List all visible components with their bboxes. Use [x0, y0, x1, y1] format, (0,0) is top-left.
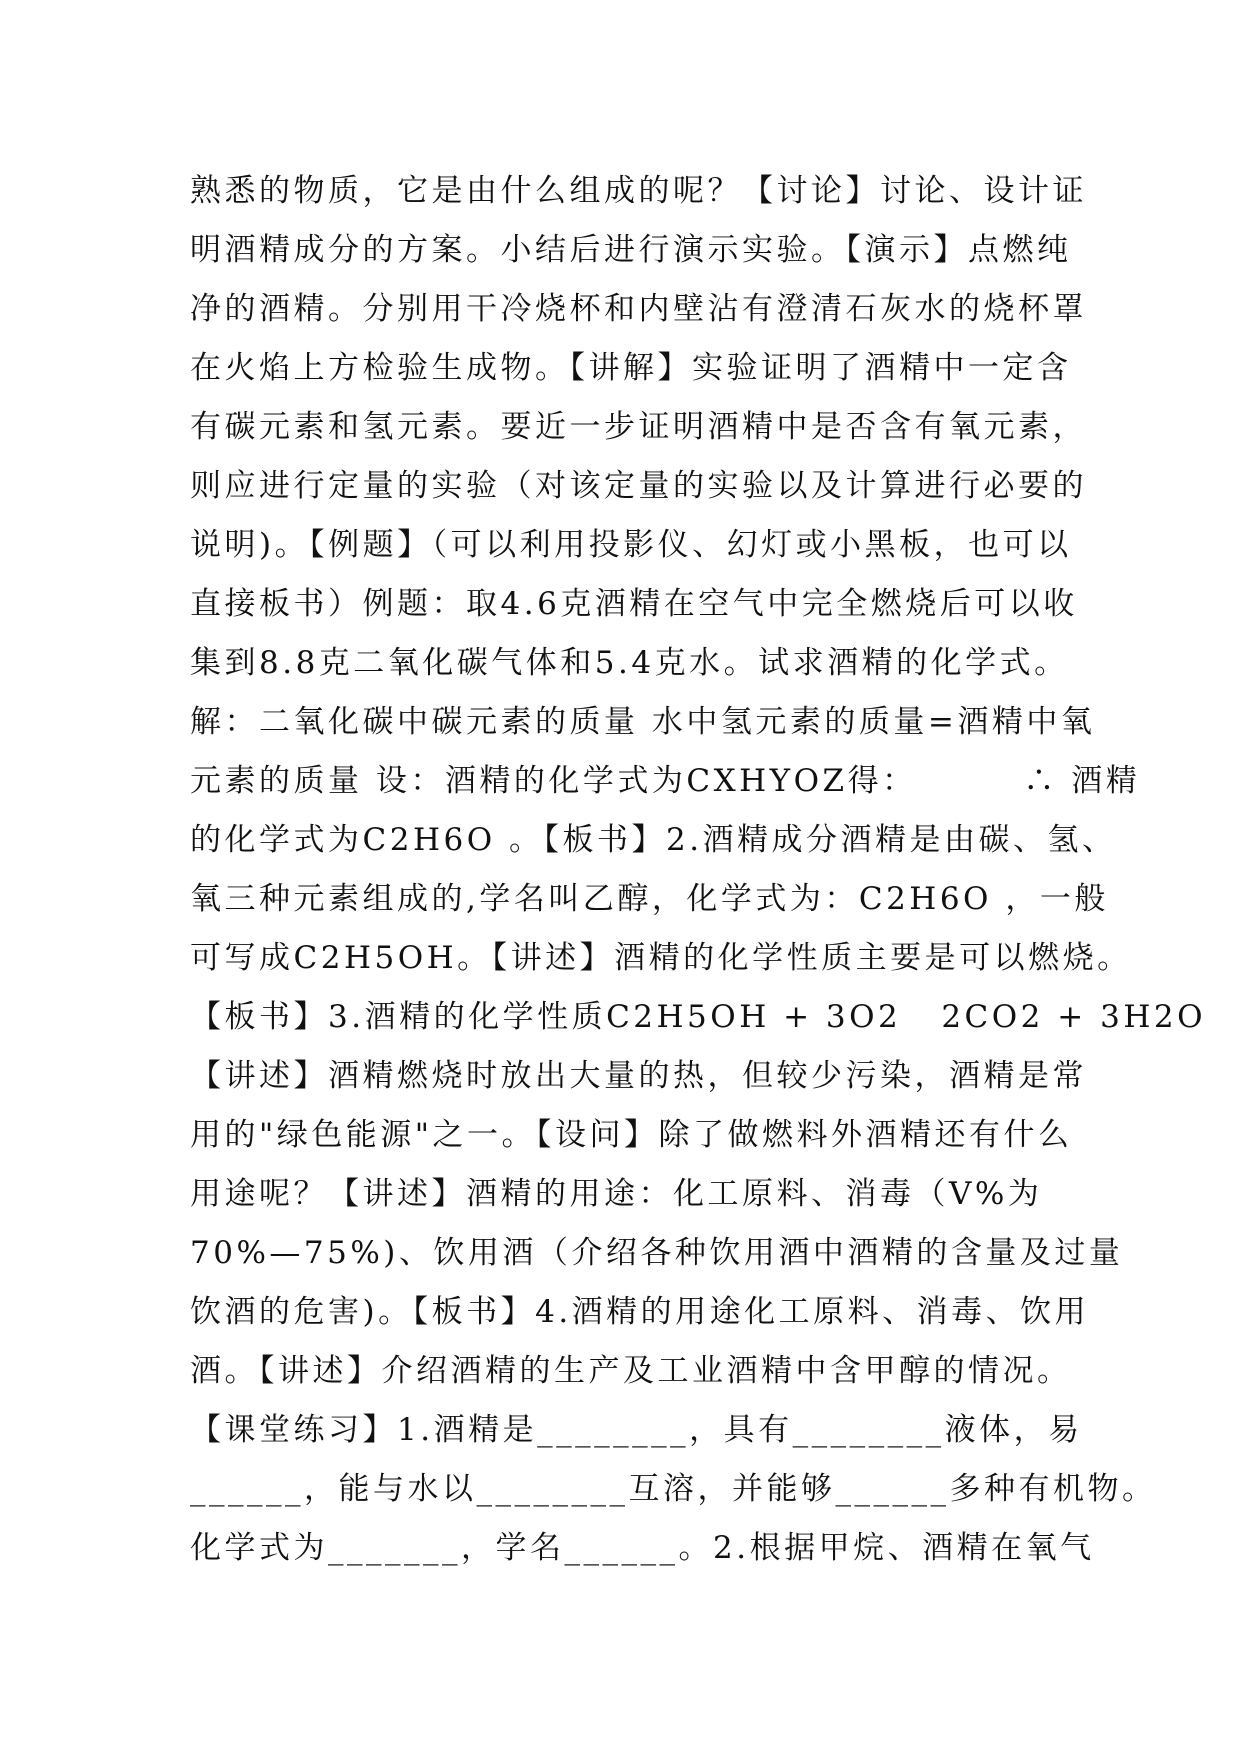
text-line: 化学式为_______，学名______。2.根据甲烷、酒精在氧气 — [190, 1530, 1095, 1566]
text-line: 的化学式为C2H6O 。【板书】2.酒精成分酒精是由碳、氢、 — [190, 822, 1117, 858]
text-line: 酒。【讲述】介绍酒精的生产及工业酒精中含甲醇的情况。 — [190, 1353, 1072, 1389]
text-line: 则应进行定量的实验（对该定量的实验以及计算进行必要的 — [190, 468, 1087, 504]
text-line: 元素的质量 设：酒精的化学式为CXHYOZ得： ∴ 酒精 — [190, 763, 1141, 799]
text-line: 饮酒的危害)。【板书】4.酒精的用途化工原料、消毒、饮用 — [190, 1294, 1090, 1330]
text-line: 【板书】3.酒精的化学性质C2H5OH + 3O2 2CO2 + 3H2O — [190, 999, 1206, 1035]
text-line: 用途呢？【讲述】酒精的用途：化工原料、消毒（V%为 — [190, 1176, 1043, 1212]
text-line: 净的酒精。分别用干冷烧杯和内壁沾有澄清石灰水的烧杯罩 — [190, 291, 1087, 327]
text-line: 用的"绿色能源"之一。【设问】除了做燃料外酒精还有什么 — [190, 1117, 1073, 1153]
text-line: 【课堂练习】1.酒精是________，具有________液体，易 — [190, 1412, 1083, 1448]
text-line: 70%—75%)、饮用酒（介绍各种饮用酒中酒精的含量及过量 — [190, 1235, 1124, 1271]
text-line: 有碳元素和氢元素。要近一步证明酒精中是否含有氧元素， — [190, 409, 1087, 445]
text-line: 明酒精成分的方案。小结后进行演示实验。【演示】点燃纯 — [190, 232, 1072, 268]
text-line: ______，能与水以________互溶，并能够______多种有机物。 — [190, 1471, 1157, 1507]
text-line: 可写成C2H5OH。【讲述】酒精的化学性质主要是可以燃烧。 — [190, 940, 1132, 976]
text-line: 在火焰上方检验生成物。【讲解】实验证明了酒精中一定含 — [190, 350, 1072, 386]
text-line: 说明)。【例题】（可以利用投影仪、幻灯或小黑板，也可以 — [190, 527, 1072, 563]
text-line: 解：二氧化碳中碳元素的质量 水中氢元素的质量=酒精中氧 — [190, 704, 1096, 740]
text-line: 【讲述】酒精燃烧时放出大量的热，但较少污染，酒精是常 — [190, 1058, 1087, 1094]
text-line: 熟悉的物质，它是由什么组成的呢？【讨论】讨论、设计证 — [190, 173, 1087, 209]
document-body — [190, 162, 1206, 1578]
text-line: 直接板书）例题：取4.6克酒精在空气中完全燃烧后可以收 — [190, 586, 1078, 622]
text-line: 氧三种元素组成的,学名叫乙醇，化学式为：C2H6O ，一般 — [190, 881, 1109, 917]
text-line: 集到8.8克二氧化碳气体和5.4克水。试求酒精的化学式。 — [190, 645, 1069, 681]
